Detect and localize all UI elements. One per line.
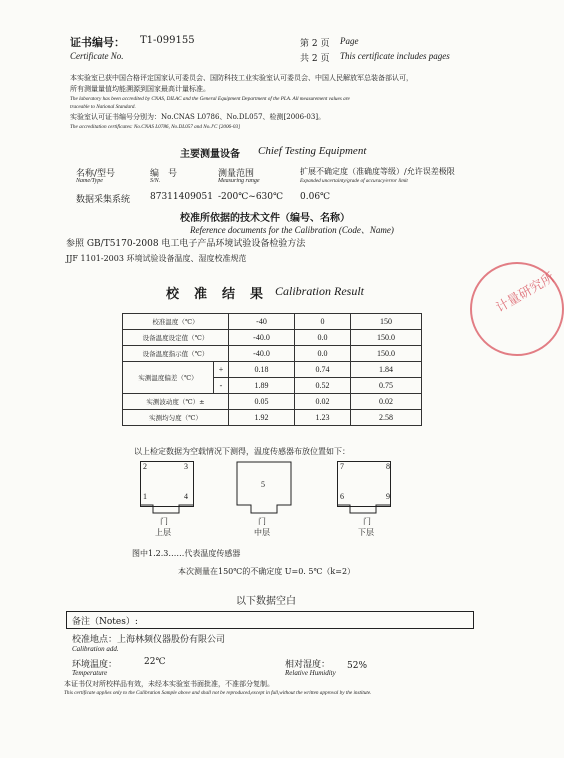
table-row (123, 362, 422, 378)
total-pages: 共 2 页 (300, 54, 330, 64)
table-row (123, 330, 422, 346)
cell: 150 (351, 314, 422, 330)
row-label: 校准温度（℃） (123, 314, 229, 330)
eq-h-sn-en: S/N. (150, 178, 161, 184)
cell: 1.92 (229, 410, 295, 426)
total-pages-en: This certificate includes pages (340, 51, 450, 61)
equipment-title-en: Chief Testing Equipment (258, 145, 367, 157)
accred-en-1: The laboratory has been accredited by CNAS, DILAC and the General Equipment Department of the PLA. All measurement values are (70, 96, 350, 102)
accred-cn-2: 所有测量量值均能溯源到国家最高计量标准。 (70, 85, 210, 93)
cell: 0.02 (351, 394, 422, 410)
sensor-3: 3 (184, 462, 188, 471)
cell: 0.02 (295, 394, 351, 410)
eq-row-name: 数据采集系统 (76, 195, 131, 205)
middle-label: 中层 (254, 528, 270, 537)
sensor-5: 5 (261, 480, 265, 489)
row-label: 设备温度设定值（℃） (123, 330, 229, 346)
eq-row-unc: 0.06℃ (300, 192, 331, 202)
calibration-table (122, 313, 422, 426)
accred-en-2: traceable to National Standard. (70, 104, 136, 110)
sensor-8: 8 (386, 462, 390, 471)
temperature-en: Temperature (72, 669, 108, 677)
accred-cert-en: The accreditation certificates: No.CNAS L0786, No.DL057 and No.J'C [2006-03] (70, 124, 241, 130)
cell: 1.84 (351, 362, 422, 378)
eq-row-range: -200℃~630℃ (218, 192, 284, 202)
cert-no-value: T1-099155 (140, 35, 195, 46)
row-label: 实测温度偏差（℃） (123, 362, 214, 394)
sensor-1: 1 (143, 492, 147, 501)
eq-h-range-cn: 测量范围 (218, 169, 255, 179)
table-row (123, 394, 422, 410)
reference-doc-1: 参照 GB/T5170-2008 电工电子产品环境试验设备检验方法 (66, 239, 306, 249)
footer-cn: 本证书仅对所校样品有效，未经本实验室书面批准，不准部分复制。 (64, 680, 274, 688)
cell: 150.0 (351, 346, 422, 362)
upper-door-outline (140, 500, 194, 514)
eq-row-sn: 87311409051 (150, 192, 213, 202)
temperature-label: 环境温度： (72, 660, 118, 670)
sensor-6: 6 (340, 492, 344, 501)
cell: 0.74 (295, 362, 351, 378)
row-label: 设备温度指示值（℃） (123, 346, 229, 362)
temperature-value: 22℃ (144, 657, 166, 667)
blank-text: 以下数据空白 (236, 596, 296, 607)
lower-door: 门 (363, 517, 371, 526)
result-title-cn: 校 准 结 果 (166, 287, 265, 302)
lower-door-outline (337, 500, 391, 514)
sign-cell: + (214, 362, 229, 378)
upper-door: 门 (160, 517, 168, 526)
sensor-7: 7 (340, 462, 344, 471)
sensor-4: 4 (184, 492, 188, 501)
reference-doc-2: JJF 1101-2003 环境试验设备温度、湿度校准规范 (66, 254, 247, 263)
cert-no-label: 证书编号： (70, 36, 125, 49)
humidity-label: 相对湿度： (285, 660, 331, 670)
cell: 1.89 (229, 378, 295, 394)
cell: 0.75 (351, 378, 422, 394)
upper-label: 上层 (155, 528, 171, 537)
cell: -40.0 (229, 330, 295, 346)
calibration-address: 校准地点：上海林频仪器股份有限公司 (72, 635, 226, 645)
notes-label: 备注（Notes）: (72, 617, 138, 627)
cell: 0.52 (295, 378, 351, 394)
cell: 0.0 (295, 330, 351, 346)
page-no: 第 2 页 (300, 39, 330, 49)
calibration-address-en: Calibration add. (72, 645, 119, 653)
accred-cn-1: 本实验室已获中国合格评定国家认可委员会、国防科技工业实验室认可委员会、中国人民解放军总装备部认可， (70, 74, 413, 82)
equipment-title-cn: 主要测量设备 (180, 149, 240, 160)
cell: 0.18 (229, 362, 295, 378)
legend-text: 图中1.2.3……代表温度传感器 (132, 549, 241, 558)
reference-title-cn: 校准所依据的技术文件（编号、名称） (180, 213, 350, 224)
eq-h-name-en: Name/Type (76, 178, 103, 184)
cell: 2.58 (351, 410, 422, 426)
cell: 0 (295, 314, 351, 330)
middle-door: 门 (258, 517, 266, 526)
humidity-value: 52% (347, 661, 368, 671)
lower-label: 下层 (358, 528, 374, 537)
sign-cell: - (214, 378, 229, 394)
seal-text: 计量研究所 (493, 270, 558, 316)
cell: 1.23 (295, 410, 351, 426)
cell: 0.05 (229, 394, 295, 410)
reference-title-en: Reference documents for the Calibration (Code、Name) (190, 225, 394, 235)
footer-en: This certificate applies only to the Calibration Sample above and shall not be reproduced,except in full,without the written approval by the institute. (64, 690, 372, 696)
table-row (123, 346, 422, 362)
page-en: Page (340, 36, 359, 46)
table-row (123, 314, 422, 330)
eq-h-name-cn: 名称/型号 (76, 169, 116, 179)
cell: -40 (229, 314, 295, 330)
cell: 150.0 (351, 330, 422, 346)
layout-note: 以上检定数据为空载情况下测得，温度传感器布放位置如下： (134, 447, 350, 456)
eq-h-sn-cn: 编 号 (150, 169, 178, 179)
uncertainty-text: 本次测量在150℃的不确定度 U=0. 5℃（k=2） (178, 567, 356, 576)
eq-h-unc-cn: 扩展不确定度（准确度等级）/允许误差极限 (300, 167, 455, 176)
cell: -40.0 (229, 346, 295, 362)
accred-cert-cn: 实验室认可证书编号分别为：No.CNAS L0786、No.DL057、检测[2006-03]。 (70, 113, 326, 121)
eq-h-unc-en: Expanded uncertainty/grade of accuracy/error limit (300, 178, 408, 184)
result-title-en: Calibration Result (275, 284, 365, 298)
eq-h-range-en: Measuring range (218, 178, 260, 184)
row-label: 实测均匀度（℃） (123, 410, 229, 426)
humidity-en: Relative Humidity (285, 669, 336, 677)
sensor-9: 9 (386, 492, 390, 501)
table-row (123, 410, 422, 426)
cell: 0.0 (295, 346, 351, 362)
sensor-2: 2 (143, 462, 147, 471)
cert-no-en: Certificate No. (70, 51, 124, 61)
row-label: 实测波动度（℃）± (123, 394, 229, 410)
